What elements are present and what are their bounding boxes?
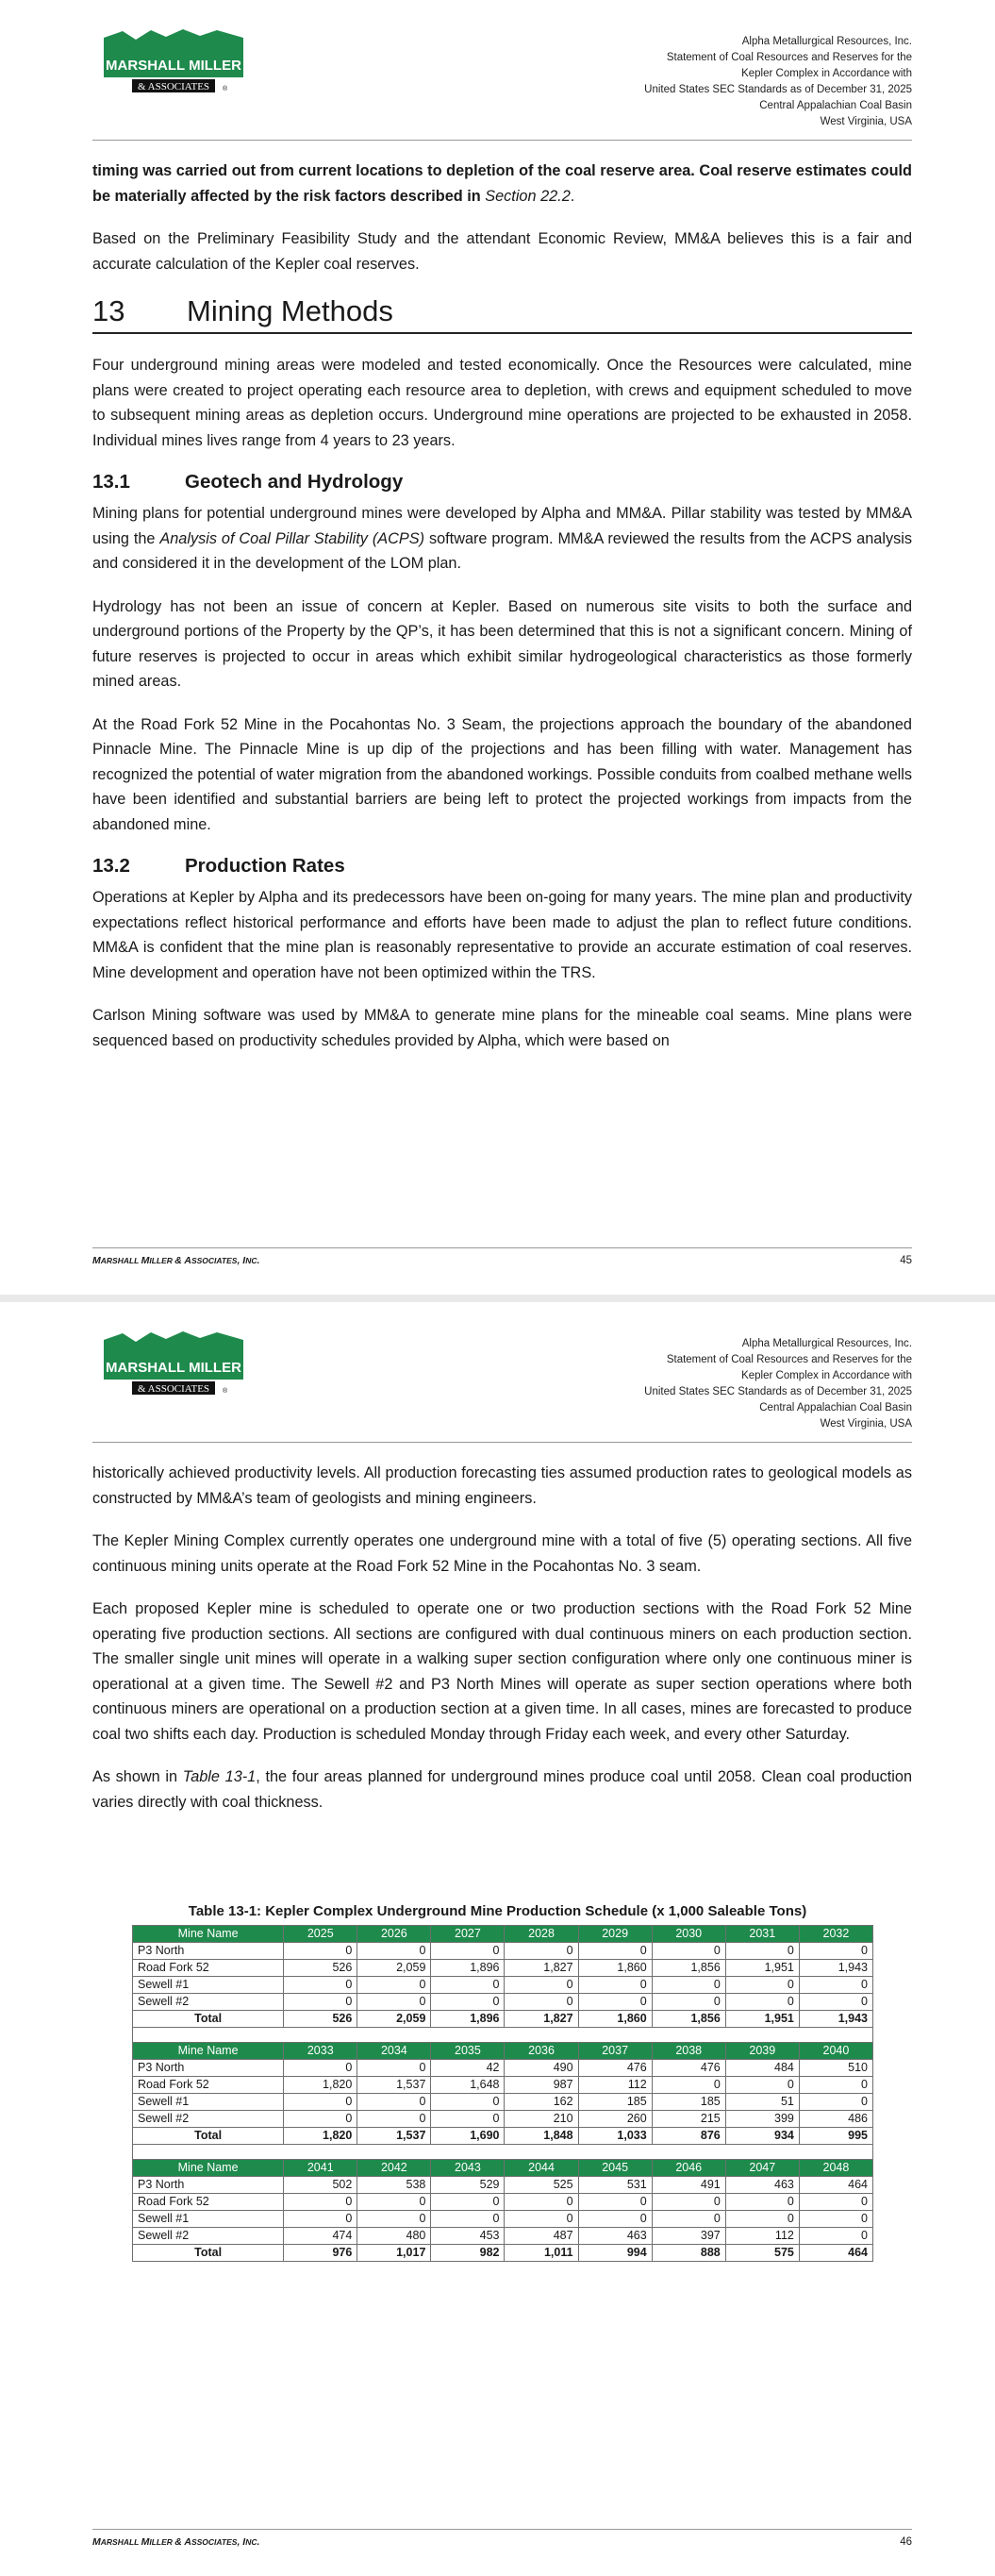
table-cell: 0 <box>725 2194 799 2211</box>
total-cell: 1,848 <box>505 2128 578 2145</box>
paragraph: Based on the Preliminary Feasibility Study and the attendant Economic Review, MM&A believes this is a fair and accurate calculation of the Kepler coal reserves. <box>92 230 912 273</box>
table-cell: 538 <box>357 2177 431 2194</box>
table-cell: 510 <box>799 2060 872 2077</box>
mine-name-cell: Road Fork 52 <box>133 2077 284 2094</box>
column-header-year: 2030 <box>652 1926 725 1943</box>
svg-text:®: ® <box>223 1388 228 1395</box>
total-label-cell: Total <box>133 2128 284 2145</box>
table-row <box>133 2177 873 2194</box>
total-cell: 464 <box>799 2245 872 2262</box>
table-cell: 0 <box>357 2194 431 2211</box>
table-row <box>133 2111 873 2128</box>
paragraph: historically achieved productivity levels. All production forecasting ties assumed production rates to geological models as constructed by MM&A’s team of geologists and mining engineers. <box>92 1464 912 1507</box>
table-spacer-row <box>133 2145 873 2160</box>
table-cell: 480 <box>357 2228 431 2245</box>
section-reference: Section 22.2 <box>485 187 571 205</box>
table-cell: 1,648 <box>431 2077 505 2094</box>
paragraph: The Kepler Mining Complex currently operates one underground mine with a total of five (5) operating sections. All five continuous mining units operate at the Road Fork 52 Mine in the Pocahontas No. 3 seam. <box>92 1532 912 1575</box>
column-header-year: 2039 <box>725 2043 799 2060</box>
subsection-heading-13-1: 13.1 Geotech and Hydrology <box>92 471 404 493</box>
column-header-year: 2026 <box>357 1926 431 1943</box>
page-number: 46 <box>900 2536 912 2548</box>
total-cell: 1,951 <box>725 2011 799 2028</box>
header-divider <box>92 1442 912 1443</box>
page-body <box>92 159 912 1071</box>
table-cell: 0 <box>431 2094 505 2111</box>
table-cell: 0 <box>357 2060 431 2077</box>
table-row <box>133 1960 873 1977</box>
table-cell: 0 <box>799 2094 872 2111</box>
footer-divider <box>92 1247 912 1248</box>
table-cell: 502 <box>284 2177 357 2194</box>
column-header-year: 2046 <box>652 2160 725 2177</box>
paragraph: Carlson Mining software was used by MM&A to generate mine plans for the mineable coal seams. Mine plans were sequenced based on productivity schedules provided by Alpha, which were based on <box>92 1007 912 1049</box>
footer-company: MARSHALL MILLER & ASSOCIATES, INC. <box>92 1255 260 1266</box>
column-header-year: 2045 <box>578 2160 652 2177</box>
table-row <box>133 1943 873 1960</box>
total-cell: 1,820 <box>284 2128 357 2145</box>
total-cell: 1,690 <box>431 2128 505 2145</box>
table-cell: 0 <box>284 2111 357 2128</box>
total-cell: 1,033 <box>578 2128 652 2145</box>
table-cell: 185 <box>652 2094 725 2111</box>
mine-name-cell: P3 North <box>133 2060 284 2077</box>
total-cell: 1,896 <box>431 2011 505 2028</box>
table-cell: 2,059 <box>357 1960 431 1977</box>
table-row <box>133 2194 873 2211</box>
mine-name-cell: Sewell #1 <box>133 1977 284 1994</box>
total-cell: 995 <box>799 2128 872 2145</box>
table-cell: 0 <box>799 2228 872 2245</box>
table-cell: 453 <box>431 2228 505 2245</box>
logo-text-top: MARSHALL MILLER <box>106 58 241 74</box>
table-cell: 491 <box>652 2177 725 2194</box>
mine-name-cell: P3 North <box>133 2177 284 2194</box>
column-header-year: 2025 <box>284 1926 357 1943</box>
paragraph: Four underground mining areas were modeled and tested economically. Once the Resources were calculated, mine plans were created to project operating each resource area to depletion, with crews and equipment scheduled to move to subsequent mining areas as depletion occurs. Underground mine operations are projected to be exhausted in 2058. Individual mines lives range from 4 years to 23 years. <box>92 357 912 449</box>
table-cell: 112 <box>725 2228 799 2245</box>
column-header-year: 2047 <box>725 2160 799 2177</box>
table-header-row <box>133 1926 873 1943</box>
table-cell: 476 <box>652 2060 725 2077</box>
paragraph: Mining plans for potential underground mines were developed by Alpha and MM&A. Pillar stability was tested by MM&A using the Analysis of Coal Pillar Stability (ACPS) software program. MM&A reviewed the results from the ACPS analysis and considered it in the development of the LOM plan. <box>92 505 912 572</box>
table-cell: 1,820 <box>284 2077 357 2094</box>
table-row <box>133 2211 873 2228</box>
report-header: Alpha Metallurgical Resources, Inc. Statement of Coal Resources and Reserves for the Kepler Complex in Accordance with United States SEC Standards as of December 31, 2025 Central Appalachian Coal Basin West Virginia, USA <box>644 1338 912 1430</box>
table-cell: 525 <box>505 2177 578 2194</box>
total-cell: 526 <box>284 2011 357 2028</box>
paragraph: At the Road Fork 52 Mine in the Pocahontas No. 3 Seam, the projections approach the boundary of the abandoned Pinnacle Mine. The Pinnacle Mine is up dip of the projections and has been filling with water. Management has recognized the potential of water migration from the abandoned workings. Possible conduits from coalbed methane wells have been identified and substantial barriers are being left to protect the projected workings from impacts from the abandoned mine. <box>92 715 912 833</box>
mine-name-cell: Sewell #1 <box>133 2094 284 2111</box>
total-cell: 1,011 <box>505 2245 578 2262</box>
table-cell: 0 <box>284 2211 357 2228</box>
table-cell: 0 <box>725 1943 799 1960</box>
company-logo <box>98 1330 249 1402</box>
table-cell: 0 <box>799 1943 872 1960</box>
mine-name-cell: Sewell #2 <box>133 2228 284 2245</box>
mine-name-cell: Road Fork 52 <box>133 2194 284 2211</box>
table-cell: 42 <box>431 2060 505 2077</box>
page-number: 45 <box>900 1255 912 1266</box>
table-cell: 185 <box>578 2094 652 2111</box>
paragraph: Each proposed Kepler mine is scheduled to operate one or two production sections with the Road Fork 52 Mine operating five production sections. All sections are configured with dual continuous miners on each production section. The smaller single unit mines will operate in a walking super section configuration where only one continuous miner is operational at a given time. The Sewell #2 and P3 North Mines will operate as super section operations where both continuous miners are operational on a production section at a given time. In all cases, mines are forecasted to produce coal two shifts each day. Production is scheduled Monday through Friday each week, and every other Saturday. <box>92 1600 912 1743</box>
table-cell: 0 <box>578 1994 652 2011</box>
table-cell: 987 <box>505 2077 578 2094</box>
subsection-heading-13-2: 13.2 Production Rates <box>92 855 345 877</box>
table-cell: 1,860 <box>578 1960 652 1977</box>
table-cell: 1,943 <box>799 1960 872 1977</box>
table-cell: 476 <box>578 2060 652 2077</box>
table-cell: 0 <box>725 2211 799 2228</box>
table-cell: 0 <box>357 2211 431 2228</box>
table-cell: 0 <box>725 1994 799 2011</box>
mine-name-cell: Sewell #2 <box>133 2111 284 2128</box>
table-cell: 0 <box>431 1943 505 1960</box>
table-cell: 484 <box>725 2060 799 2077</box>
paragraph: As shown in Table 13-1, the four areas planned for underground mines produce coal until 2058. Clean coal production varies directly with coal thickness. <box>92 1768 913 1811</box>
table-cell: 0 <box>284 2060 357 2077</box>
total-cell: 2,059 <box>357 2011 431 2028</box>
page-body <box>92 1461 912 1832</box>
table-cell: 0 <box>284 1994 357 2011</box>
table-cell: 210 <box>505 2111 578 2128</box>
column-header-year: 2041 <box>284 2160 357 2177</box>
column-header-year: 2031 <box>725 1926 799 1943</box>
mine-name-cell: P3 North <box>133 1943 284 1960</box>
table-total-row <box>133 2011 873 2028</box>
column-header-mine-name: Mine Name <box>133 2043 284 2060</box>
table-cell: 0 <box>725 2077 799 2094</box>
table-cell: 1,896 <box>431 1960 505 1977</box>
column-header-year: 2027 <box>431 1926 505 1943</box>
table-cell: 1,537 <box>357 2077 431 2094</box>
table-cell: 0 <box>799 2211 872 2228</box>
table-header-row <box>133 2043 873 2060</box>
table-cell: 0 <box>505 1977 578 1994</box>
table-cell: 0 <box>578 2211 652 2228</box>
column-header-year: 2042 <box>357 2160 431 2177</box>
table-cell: 260 <box>578 2111 652 2128</box>
total-cell: 934 <box>725 2128 799 2145</box>
table-cell: 0 <box>578 1943 652 1960</box>
table-cell: 0 <box>578 1977 652 1994</box>
column-header-year: 2029 <box>578 1926 652 1943</box>
table-cell: 0 <box>652 2077 725 2094</box>
column-header-year: 2033 <box>284 2043 357 2060</box>
paragraph: Operations at Kepler by Alpha and its predecessors have been on-going for many years. The mine plan and productivity expectations reflect historical performance and efforts have been made to adjust the plan to reflect future conditions. MM&A is confident that the mine plan is reasonably representative to provide an accurate estimation of coal reserves. Mine development and operation have not been optimized within the TRS. <box>92 889 912 981</box>
table-cell: 1,856 <box>652 1960 725 1977</box>
table-cell: 0 <box>431 2111 505 2128</box>
table-cell: 0 <box>505 2194 578 2211</box>
column-header-mine-name: Mine Name <box>133 2160 284 2177</box>
column-header-mine-name: Mine Name <box>133 1926 284 1943</box>
total-cell: 1,943 <box>799 2011 872 2028</box>
production-schedule-table <box>132 1925 873 2262</box>
table-cell: 0 <box>652 2211 725 2228</box>
section-heading-13: 13 Mining Methods <box>92 294 912 334</box>
table-cell: 0 <box>431 1994 505 2011</box>
table-cell: 490 <box>505 2060 578 2077</box>
table-cell: 0 <box>652 1977 725 1994</box>
table-cell: 399 <box>725 2111 799 2128</box>
table-row <box>133 2077 873 2094</box>
mine-name-cell: Road Fork 52 <box>133 1960 284 1977</box>
table-cell: 0 <box>284 2194 357 2211</box>
table-cell: 0 <box>652 2194 725 2211</box>
svg-text:®: ® <box>223 86 228 92</box>
table-cell: 0 <box>357 2111 431 2128</box>
table-cell: 112 <box>578 2077 652 2094</box>
total-cell: 1,827 <box>505 2011 578 2028</box>
table-cell: 0 <box>431 2211 505 2228</box>
table-reference: Table 13-1 <box>182 1768 257 1785</box>
column-header-year: 2043 <box>431 2160 505 2177</box>
mine-name-cell: Sewell #2 <box>133 1994 284 2011</box>
column-header-year: 2037 <box>578 2043 652 2060</box>
table-cell: 0 <box>799 1977 872 1994</box>
column-header-year: 2038 <box>652 2043 725 2060</box>
table-cell: 1,951 <box>725 1960 799 1977</box>
table-cell: 0 <box>357 1977 431 1994</box>
table-cell: 464 <box>799 2177 872 2194</box>
total-cell: 1,537 <box>357 2128 431 2145</box>
table-spacer-row <box>133 2028 873 2043</box>
table-cell: 1,827 <box>505 1960 578 1977</box>
column-header-year: 2040 <box>799 2043 872 2060</box>
total-cell: 1,017 <box>357 2245 431 2262</box>
table-cell: 0 <box>357 1943 431 1960</box>
table-cell: 397 <box>652 2228 725 2245</box>
paragraph: timing was carried out from current locations to depletion of the coal reserve area. Coal reserve estimates could be materially affected by the risk factors described in Section 22.2. <box>92 162 912 205</box>
column-header-year: 2034 <box>357 2043 431 2060</box>
column-header-year: 2028 <box>505 1926 578 1943</box>
table-cell: 51 <box>725 2094 799 2111</box>
table-cell: 526 <box>284 1960 357 1977</box>
table-row <box>133 2228 873 2245</box>
table-cell: 162 <box>505 2094 578 2111</box>
table-cell: 0 <box>505 1943 578 1960</box>
table-cell: 0 <box>799 1994 872 2011</box>
table-total-row <box>133 2128 873 2145</box>
table-cell: 0 <box>431 1977 505 1994</box>
total-label-cell: Total <box>133 2011 284 2028</box>
total-cell: 575 <box>725 2245 799 2262</box>
table-cell: 474 <box>284 2228 357 2245</box>
document-page-46 <box>0 1302 995 2576</box>
table-cell: 0 <box>799 2077 872 2094</box>
table-cell: 463 <box>578 2228 652 2245</box>
report-header: Alpha Metallurgical Resources, Inc. Statement of Coal Resources and Reserves for the Kepler Complex in Accordance with United States SEC Standards as of December 31, 2025 Central Appalachian Coal Basin West Virginia, USA <box>644 36 912 127</box>
table-cell: 0 <box>357 1994 431 2011</box>
table-cell: 0 <box>357 2094 431 2111</box>
table-cell: 0 <box>505 1994 578 2011</box>
footer-divider <box>92 2529 912 2530</box>
table-header-row <box>133 2160 873 2177</box>
total-cell: 1,856 <box>652 2011 725 2028</box>
table-cell: 0 <box>652 1943 725 1960</box>
total-cell: 876 <box>652 2128 725 2145</box>
column-header-year: 2048 <box>799 2160 872 2177</box>
logo-text-top: MARSHALL MILLER <box>106 1360 241 1376</box>
table-caption: Table 13-1: Kepler Complex Underground Mine Production Schedule (x 1,000 Saleable Tons) <box>188 1903 807 1919</box>
table-cell: 486 <box>799 2111 872 2128</box>
logo-text-bottom: & ASSOCIATES <box>137 1383 210 1395</box>
footer-company: MARSHALL MILLER & ASSOCIATES, INC. <box>92 2536 260 2548</box>
table-cell: 0 <box>505 2211 578 2228</box>
table-row <box>133 2094 873 2111</box>
total-cell: 982 <box>431 2245 505 2262</box>
table-cell: 531 <box>578 2177 652 2194</box>
paragraph: Hydrology has not been an issue of concern at Kepler. Based on numerous site visits to both the surface and underground portions of the Property by the QP’s, it has been determined that this is not a significant concern. Mining of future reserves is projected to occur in areas which exhibit similar hydrogeological characteristics as those formerly mined areas. <box>92 597 912 690</box>
total-cell: 976 <box>284 2245 357 2262</box>
table-row <box>133 1977 873 1994</box>
table-cell: 0 <box>725 1977 799 1994</box>
column-header-year: 2036 <box>505 2043 578 2060</box>
total-cell: 888 <box>652 2245 725 2262</box>
table-cell: 529 <box>431 2177 505 2194</box>
table-cell: 0 <box>431 2194 505 2211</box>
total-label-cell: Total <box>133 2245 284 2262</box>
total-cell: 1,860 <box>578 2011 652 2028</box>
table-cell: 0 <box>284 2094 357 2111</box>
table-total-row <box>133 2245 873 2262</box>
table-cell: 0 <box>578 2194 652 2211</box>
company-logo <box>98 28 249 100</box>
table-cell: 0 <box>799 2194 872 2211</box>
table-row <box>133 1994 873 2011</box>
logo-text-bottom: & ASSOCIATES <box>137 81 210 92</box>
table-cell: 0 <box>284 1977 357 1994</box>
column-header-year: 2032 <box>799 1926 872 1943</box>
table-cell: 0 <box>652 1994 725 2011</box>
mine-name-cell: Sewell #1 <box>133 2211 284 2228</box>
total-cell: 994 <box>578 2245 652 2262</box>
table-cell: 0 <box>284 1943 357 1960</box>
column-header-year: 2035 <box>431 2043 505 2060</box>
table-row <box>133 2060 873 2077</box>
table-cell: 215 <box>652 2111 725 2128</box>
table-cell: 487 <box>505 2228 578 2245</box>
header-divider <box>92 140 912 141</box>
table-cell: 463 <box>725 2177 799 2194</box>
column-header-year: 2044 <box>505 2160 578 2177</box>
